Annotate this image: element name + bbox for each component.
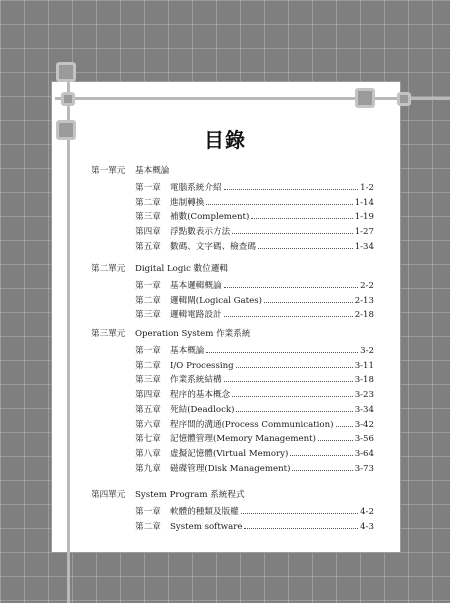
unit-title: System Program 系統程式 (135, 490, 245, 500)
page-number: 1-2 (360, 183, 374, 193)
chapter-number: 第一章 (135, 346, 161, 356)
unit-title: Operation System 作業系統 (135, 329, 251, 339)
dot-leader (318, 439, 353, 441)
chapter-name: 虛擬記憶體(Virtual Memory) (170, 448, 289, 459)
chapter-number: 第二章 (135, 360, 161, 371)
page-number: 4-2 (360, 507, 374, 517)
page-number: 3-2 (360, 346, 374, 356)
dot-leader (251, 217, 352, 219)
page-number: 4-3 (360, 521, 374, 532)
chapter-name: System software (170, 521, 243, 532)
toc-entry[interactable] (135, 279, 374, 291)
dot-leader (224, 188, 359, 190)
dot-leader (244, 527, 358, 529)
chapter-number: 第三章 (135, 375, 161, 386)
unit-label: 第一單元 (91, 166, 126, 176)
dot-leader (224, 380, 353, 382)
chapter-number: 第一章 (135, 183, 161, 193)
toc-entry[interactable] (135, 462, 374, 474)
dot-leader (206, 203, 352, 205)
chapter-number: 第一章 (135, 281, 161, 291)
chapter-number: 第四章 (135, 227, 161, 238)
dot-leader (258, 247, 353, 249)
page-number: 3-42 (354, 419, 374, 430)
toc-entry[interactable] (135, 196, 374, 208)
chapter-name: 死結(Deadlock) (170, 404, 235, 415)
toc-entry[interactable] (135, 181, 374, 193)
toc-entry[interactable] (135, 373, 374, 385)
chapter-name: 數碼、文字碼、檢查碼 (170, 241, 256, 252)
dot-leader (224, 315, 353, 317)
chapter-name: 補數(Complement) (170, 212, 250, 223)
toc-entry[interactable] (135, 505, 374, 517)
chapter-name: 程序間的溝通(Process Communication) (170, 419, 334, 430)
page-number: 1-14 (354, 197, 374, 208)
toc-entry[interactable] (135, 432, 374, 444)
page-number: 1-27 (354, 227, 374, 238)
chapter-number: 第四章 (135, 390, 161, 401)
dot-leader (232, 232, 353, 234)
chapter-name: I/O Processing (170, 360, 234, 371)
chapter-name: 磁碟管理(Disk Management) (170, 463, 291, 474)
chapter-number: 第三章 (135, 212, 161, 223)
page-title: 目錄 (204, 128, 246, 152)
dot-leader (292, 469, 352, 471)
toc-entry[interactable] (135, 447, 374, 459)
unit-heading (91, 488, 245, 500)
dot-leader (236, 366, 353, 368)
page-number: 2-18 (354, 310, 374, 321)
dot-leader (206, 351, 358, 353)
dot-leader (290, 454, 352, 456)
dot-leader (232, 395, 353, 397)
dot-leader (241, 512, 358, 514)
page-number: 3-56 (354, 434, 374, 445)
page-number: 2-2 (360, 281, 374, 291)
page-number: 3-64 (354, 448, 374, 459)
page-number: 1-19 (354, 212, 374, 223)
chapter-name: 基本概論 (170, 346, 205, 356)
unit-label: 第四單元 (91, 490, 126, 500)
toc-entry[interactable] (135, 294, 374, 306)
unit-title: Digital Logic 數位邏輯 (135, 264, 228, 274)
dot-leader (264, 301, 353, 303)
chapter-name: 程序的基本概念 (170, 390, 231, 401)
chapter-name: 記憶體管理(Memory Management) (170, 434, 316, 445)
chapter-number: 第二章 (135, 295, 161, 306)
chapter-number: 第二章 (135, 521, 161, 532)
chapter-name: 邏輯閘(Logical Gates) (170, 295, 262, 306)
unit-label: 第二單元 (91, 264, 126, 274)
toc-entry[interactable] (135, 308, 374, 320)
chapter-name: 電腦系統介紹 (170, 183, 222, 193)
chapter-number: 第五章 (135, 404, 161, 415)
page-number: 3-23 (354, 390, 374, 401)
chapter-number: 第一章 (135, 507, 161, 517)
toc-entry[interactable] (135, 520, 374, 532)
chapter-number: 第二章 (135, 197, 161, 208)
dot-leader (336, 425, 353, 427)
unit-heading (91, 164, 169, 176)
chapter-number: 第三章 (135, 310, 161, 321)
chapter-number: 第六章 (135, 419, 161, 430)
page-number: 3-73 (354, 463, 374, 474)
chapter-name: 邏輯電路設計 (170, 310, 222, 321)
page-number: 3-34 (354, 404, 374, 415)
toc-entry[interactable] (135, 210, 374, 222)
unit-label: 第三單元 (91, 329, 126, 339)
unit-heading (91, 262, 228, 274)
dot-leader (224, 286, 359, 288)
unit-heading (91, 327, 250, 339)
toc-entry[interactable] (135, 225, 374, 237)
page-number: 1-34 (354, 241, 374, 252)
chapter-name: 基本邏輯概論 (170, 281, 222, 291)
chapter-name: 軟體的種類及版權 (170, 507, 239, 517)
toc-entry[interactable] (135, 418, 374, 430)
toc-entry[interactable] (135, 359, 374, 371)
dot-leader (236, 410, 352, 412)
page-number: 3-18 (354, 375, 374, 386)
unit-title: 基本概論 (135, 166, 170, 176)
chapter-number: 第九章 (135, 463, 161, 474)
chapter-number: 第七章 (135, 434, 161, 445)
chapter-number: 第五章 (135, 241, 161, 252)
chapter-name: 浮點數表示方法 (170, 227, 231, 238)
toc-entry[interactable] (135, 240, 374, 252)
toc-entry[interactable] (135, 344, 374, 356)
chapter-name: 作業系統結構 (170, 375, 222, 386)
toc-entry[interactable] (135, 403, 374, 415)
toc-entry[interactable] (135, 388, 374, 400)
page-number: 3-11 (354, 360, 374, 371)
page-number: 2-13 (354, 295, 374, 306)
chapter-number: 第八章 (135, 448, 161, 459)
chapter-name: 進制轉換 (170, 197, 205, 208)
